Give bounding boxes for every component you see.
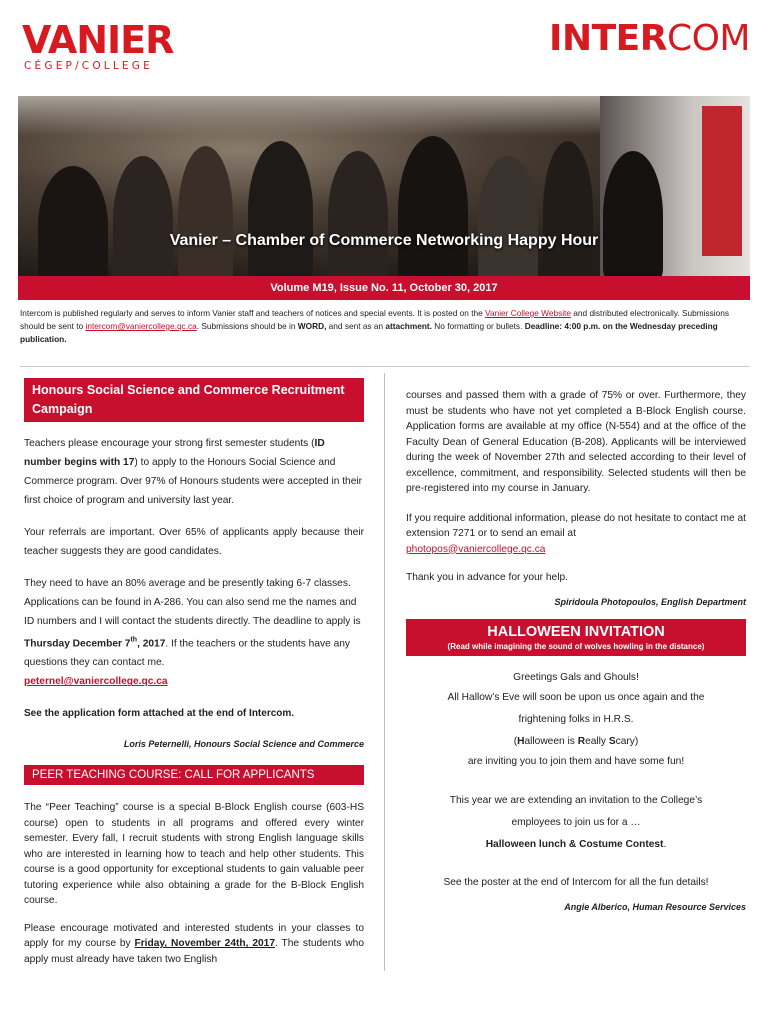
text-span: S — [608, 736, 616, 747]
halloween-line — [406, 736, 746, 747]
intercom-email-link[interactable]: intercom@vaniercollege.qc.ca — [85, 321, 197, 331]
halloween-line: Greetings Gals and Ghouls! — [513, 672, 639, 683]
id-number-note: ID number begins with 17 — [24, 438, 325, 468]
text-span: cary) — [615, 736, 639, 747]
text-span: . — [663, 839, 667, 850]
hero-photo — [18, 96, 750, 276]
halloween-heading-box — [406, 619, 746, 656]
photopos-email-link[interactable]: photopos@vaniercollege.qc.ca — [406, 543, 546, 555]
peer-signature: Spiridoula Photopoulos, English Department — [554, 597, 746, 607]
logo-wordmark: VANIER — [22, 18, 174, 62]
honours-heading: Honours Social Science and Commerce Recruitment Campaign — [24, 378, 364, 422]
hero-title: Vanier – Chamber of Commerce Networking Happy Hour — [169, 232, 599, 249]
deadline-year: , 2017 — [137, 638, 166, 650]
peer-paragraph-2 — [24, 921, 364, 968]
intro-text: and sent as an — [326, 321, 386, 331]
volume-bar: Volume M19, Issue No. 11, October 30, 2017 — [18, 276, 750, 300]
deadline-sup: th — [130, 637, 138, 644]
honours-paragraph-1 — [24, 434, 364, 510]
peer-paragraph-3: courses and passed them with a grade of 75% or over. Furthermore, they must be students who have not yet completed a B-Block English course. Application forms are available at my office (N-554) and at the office of the Faculty Dean of General Education (B-208). Applicants will be interviewed during the week of November 27th and selected according to their level of excellence, commitment, and responsibility. Selected students will then be pre-registered into my course in January. — [406, 390, 746, 494]
halloween-line: employees to join us for a … — [511, 817, 641, 828]
text-span: Teachers please encourage your strong first semester students ( — [24, 438, 315, 449]
intro-bold: WORD, — [297, 321, 327, 331]
halloween-subheading: (Read while imagining the sound of wolves howling in the distance) — [447, 642, 705, 651]
left-column — [24, 378, 364, 967]
text-span: R — [577, 736, 586, 747]
logo-subtitle: CÉGEP/COLLEGE — [24, 60, 153, 72]
crowd-figure — [603, 151, 663, 276]
column-divider — [384, 373, 385, 971]
text-span: . If the teachers or the students have any questions they can contact me. — [24, 638, 351, 669]
text-span: If you require additional information, please do not hesitate to contact me at extension 7271 or to send an email at — [406, 512, 746, 539]
honours-paragraph-3 — [24, 574, 364, 691]
intro-text: and distributed electronically. Submissions should be sent to — [20, 308, 730, 331]
text-span: alloween is — [524, 736, 578, 747]
halloween-signature: Angie Alberico, Human Resource Services — [564, 902, 746, 912]
text-span: Please encourage motivated and interested students in your classes to apply for my course by — [24, 922, 364, 950]
halloween-line: are inviting you to join them and have some fun! — [467, 756, 685, 767]
intro-text: No formatting or bullets. — [432, 321, 525, 331]
intro-notice — [20, 307, 750, 346]
crowd-figure — [478, 156, 538, 276]
masthead-bold: INTER — [549, 18, 667, 59]
halloween-line: See the poster at the end of Intercom for all the fun details! — [443, 877, 709, 888]
halloween-body — [406, 672, 746, 888]
text-span: ( — [513, 736, 518, 747]
halloween-line: frightening folks in H.R.S. — [518, 714, 634, 725]
peer-deadline: Friday, November 24th, 2017 — [134, 938, 275, 950]
halloween-line — [406, 839, 746, 850]
deadline-date: Thursday December 7 — [24, 638, 131, 650]
crowd-figure — [113, 156, 173, 276]
text-span: . The students who apply must already have taken two English — [24, 938, 364, 965]
peer-paragraph-1: The “Peer Teaching” course is a special B-Block English course (603-HS course) open to students in all programs and offered every winter semester. Every fall, I recruit students with strong English language skills who are interested in learning how to teach and help other students. This course is a good opportunity for exceptional students to gain valuable peer tutoring experience while also obtaining a grade for the B-Block English course. — [24, 802, 364, 907]
intro-text: Intercom is published regularly and serves to inform Vanier staff and teachers of notices and special events. It is posted on the — [20, 308, 486, 318]
vanier-website-link[interactable]: Vanier College Website — [485, 308, 571, 318]
halloween-line: All Hallow’s Eve will soon be upon us once again and the — [447, 692, 705, 703]
intro-divider — [20, 366, 750, 367]
intro-text: . Submissions should be in — [196, 321, 298, 331]
crowd-figure — [328, 151, 388, 276]
crowd-figure — [543, 141, 593, 276]
peternel-email-link[interactable]: peternel@vaniercollege.qc.ca — [24, 676, 168, 688]
text-span: eally — [585, 736, 609, 747]
text-span: ) to apply to the Honours Social Science and Commerce program. Over 97% of Honours students were accepted in their first choice of program and university last year. — [24, 457, 363, 506]
honours-signature: Loris Peternelli, Honours Social Science and Commerce — [123, 739, 364, 750]
halloween-heading: HALLOWEEN INVITATION — [487, 624, 665, 640]
peer-heading: PEER TEACHING COURSE: CALL FOR APPLICANTS — [24, 765, 364, 785]
masthead-title — [549, 18, 750, 59]
crowd-figure — [178, 146, 233, 276]
lunch-contest: Halloween lunch & Costume Contest — [485, 839, 664, 850]
intro-bold: attachment. — [385, 321, 432, 331]
halloween-line: This year we are extending an invitation to the College’s — [449, 795, 703, 806]
text-span: H — [517, 736, 525, 747]
crowd-figure — [38, 166, 108, 276]
intro-deadline: Deadline: 4:00 p.m. on the Wednesday preceding publication. — [20, 321, 718, 344]
crowd-figure — [398, 136, 468, 276]
vanier-logo — [22, 18, 174, 72]
masthead-light: COM — [666, 18, 750, 59]
peer-paragraph-4 — [406, 511, 746, 558]
right-column — [406, 388, 746, 912]
application-form-note: See the application form attached at the end of Intercom. — [24, 708, 295, 720]
peer-thanks: Thank you in advance for your help. — [406, 572, 568, 583]
text-span: They need to have an 80% average and be presently taking 6-7 classes. Applications can be found in A-286. You can also send me the names and ID numbers and I will contact the students directly. The deadline to apply is — [24, 578, 361, 627]
crowd-figure — [248, 141, 313, 276]
honours-paragraph-2: Your referrals are important. Over 65% of applicants apply because their teacher suggests they are good candidates. — [24, 527, 364, 557]
